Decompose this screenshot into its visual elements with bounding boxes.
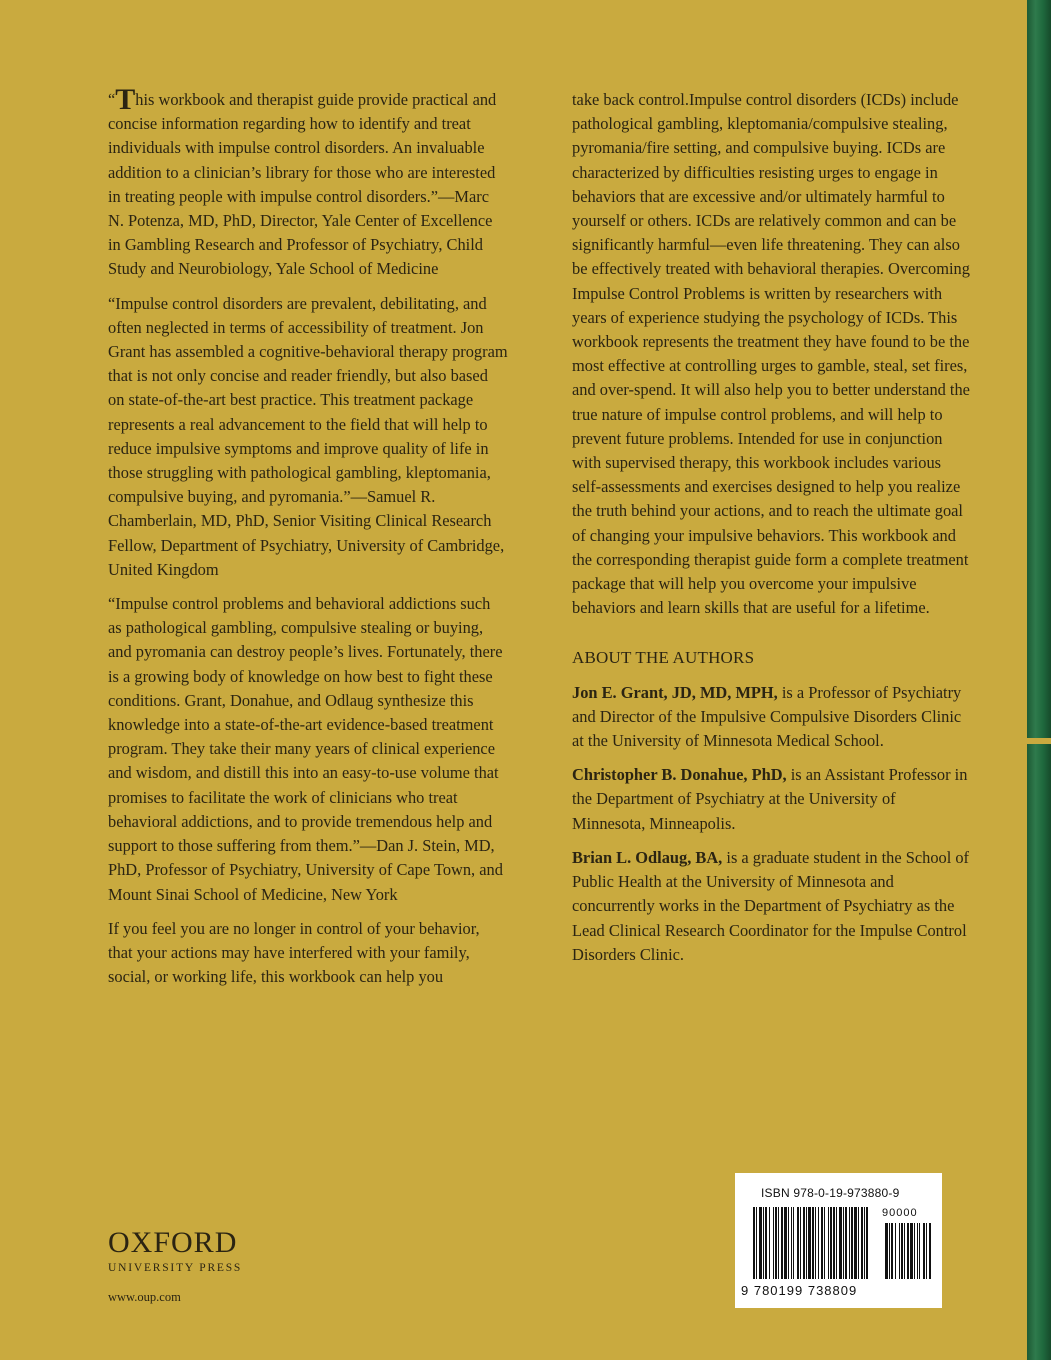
- author-bio: [572, 681, 972, 754]
- publisher-name: OXFORD: [108, 1226, 238, 1259]
- publisher-subtitle: UNIVERSITY PRESS: [108, 1262, 243, 1274]
- publisher-url[interactable]: www.oup.com: [108, 1290, 181, 1304]
- endorsement-chamberlain: “Impulse control disorders are prevalent, debilitating, and often neglected in terms of accessibility of treatment. Jon Grant has assembled a cognitive-behavioral therapy program that is not only concise and reader friendly, but also based on state-of-the-art best practice. This treatment package represents a real advancement to the field that will help to reduce impulsive symptoms and improve quality of life in those struggling with pathological gambling, kleptomania, compulsive buying, and pyromania.”—Samuel R. Chamberlain, MD, PhD, Senior Visiting Clinical Research Fellow, Department of Psychiatry, University of Cambridge, United Kingdom: [108, 293, 508, 579]
- author-description: is an Assistant Professor in the Department of Psychiatry at the University of Minnesota, Minneapolis.: [572, 765, 968, 833]
- intro-paragraph: If you feel you are no longer in control of your behavior, that your actions may have interfered with your family, social, or working life, this workbook can help you: [108, 918, 480, 987]
- endorsement-text: his workbook and therapist guide provide practical and concise information regarding how to identify and treat individuals with impulse control disorders. An invaluable addition to a clinician’s library for those who are interested in treating people with impulse control disorders.”—Marc N. Potenza, MD, PhD, Director, Yale Center of Excellence in Gambling Research and Professor of Psychiatry, Child Study and Neurobiology, Yale School of Medicine: [108, 90, 497, 279]
- author-description: is a Professor of Psychiatry and Director of the Impulsive Compulsive Disorders Clinic at the University of Minnesota Medical School.: [572, 682, 962, 751]
- author-description: is a graduate student in the School of Public Health at the University of Minnesota and concurrently works in the Department of Psychiatry as the Lead Clinical Research Coordinator for the Impulse Control Disorders Clinic.: [572, 847, 970, 964]
- isbn-label: ISBN 978-0-19-973880-9: [761, 1186, 900, 1200]
- author-bio: [572, 846, 972, 967]
- author-name: Jon E. Grant, JD, MD, MPH,: [572, 682, 778, 702]
- endorsement-potenza: [108, 83, 508, 282]
- endorsement-stein: “Impulse control problems and behavioral addictions such as pathological gambling, compulsive stealing or buying, and pyromania can destroy people’s lives. Fortunately, there is a growing body of knowledge on how best to fight these conditions. Grant, Donahue, and Odlaug synthesize this knowledge into a state-of-the-art evidence-based treatment program. They take their many years of clinical experience and wisdom, and distill this into an easy-to-use volume that promises to facilitate the work of clinicians who treat behavioral addictions, and to provide tremendous help and support to those suffering from them.”—Dan J. Stein, MD, PhD, Professor of Psychiatry, University of Cape Town, and Mount Sinai School of Medicine, New York: [108, 594, 503, 904]
- open-quote: “: [108, 90, 116, 109]
- author-bio: [572, 763, 972, 836]
- barcode-addon: 90000: [882, 1207, 918, 1219]
- about-authors-heading: ABOUT THE AUTHORS: [572, 648, 755, 668]
- author-name: Christopher B. Donahue, PhD,: [572, 765, 787, 785]
- spine-band: [1027, 738, 1051, 744]
- book-description: take back control.Impulse control disorders (ICDs) include pathological gambling, kleptomania/compulsive stealing, pyromania/fire setting, and compulsive buying. ICDs are characterized by difficulties resisting urges to engage in behaviors that are excessive and/or ultimately harmful to yourself or others. ICDs are relatively common and can be significantly harmful—even life threatening. They can also be effectively treated with behavioral therapies. Overcoming Impulse Control Problems is written by researchers with years of experience studying the psychology of ICDs. This workbook represents the treatment they have found to be the most effective at controlling urges to gamble, steal, set fires, and over-spend. It will also help you to better understand the true nature of impulse control problems, and will help to prevent future problems. Intended for use in conjunction with supervised therapy, this workbook includes various self-assessments and exercises designed to help you realize the truth behind your actions, and to reach the ultimate goal of changing your impulsive behaviors. This workbook and the corresponding therapist guide form a complete treatment package that will help you overcome your impulsive behaviors and learn skills that are useful for a lifetime.: [572, 90, 970, 618]
- right-column: [572, 88, 972, 977]
- drop-cap: T: [115, 83, 136, 116]
- author-name: Brian L. Odlaug, BA,: [572, 847, 723, 867]
- left-column: [108, 83, 508, 999]
- barcode-panel: [735, 1173, 942, 1308]
- barcode-digits: 9 780199 738809: [741, 1283, 858, 1298]
- publisher-logo: [108, 1228, 268, 1305]
- spine-edge: [1027, 0, 1051, 1360]
